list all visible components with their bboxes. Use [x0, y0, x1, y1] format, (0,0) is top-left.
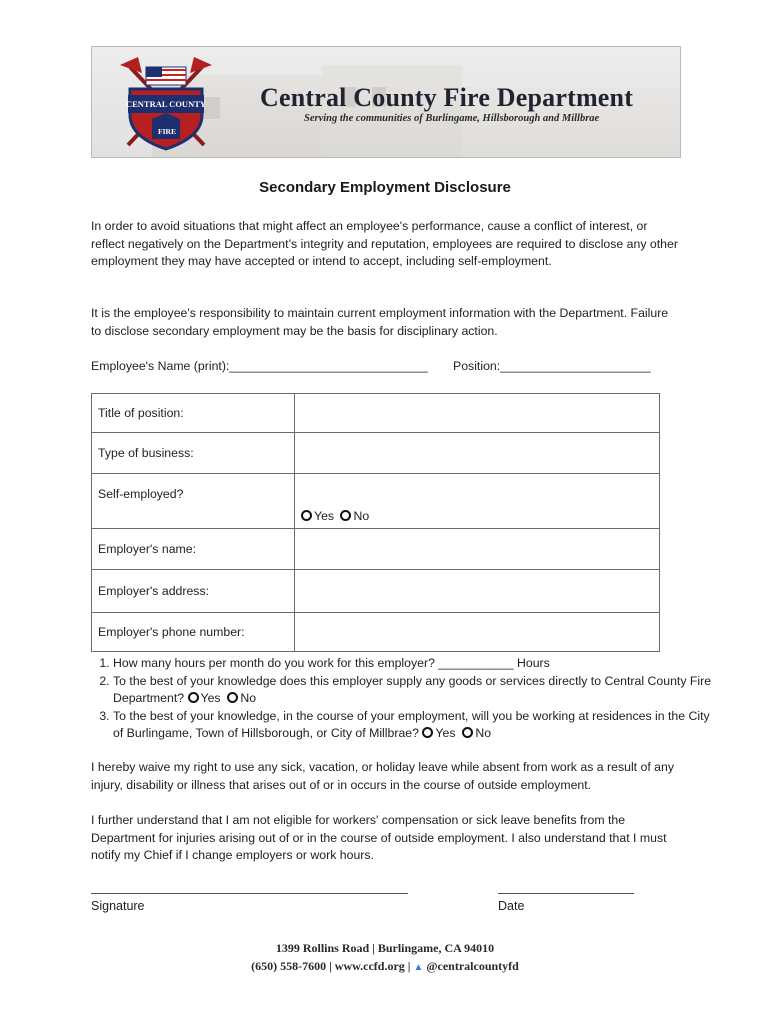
signature-line[interactable] — [91, 893, 408, 894]
question-1 — [113, 655, 713, 673]
employment-info-table — [91, 393, 660, 652]
footer-social-handle[interactable]: @centralcountyfd — [426, 959, 519, 973]
type-of-business-input[interactable] — [295, 433, 660, 474]
self-employed-yes-radio[interactable] — [301, 510, 312, 521]
employer-phone-label: Employer's phone number: — [92, 613, 295, 652]
footer-address: 1399 Rollins Road | Burlingame, CA 94010 — [275, 941, 495, 955]
q2-yes-radio[interactable] — [188, 692, 199, 703]
title-of-position-label: Title of position: — [92, 394, 295, 433]
employer-address-label: Employer's address: — [92, 570, 295, 613]
table-row — [92, 570, 660, 613]
header-banner — [91, 46, 681, 158]
self-employed-options — [295, 474, 660, 529]
employee-name-field[interactable]: Employee's Name (print):_____________________________ — [91, 359, 428, 373]
waiver-paragraph: I hereby waive my right to use any sick, vacation, or holiday leave while absent from work as a result of any injury, disability or illness that arises out of or in occurs in the course of outside employment. — [91, 760, 675, 792]
department-title: Central County Fire Department — [260, 83, 634, 112]
questions-list — [91, 655, 713, 743]
table-row — [92, 613, 660, 652]
employer-phone-input[interactable] — [295, 613, 660, 652]
no-label: No — [475, 726, 492, 740]
table-row — [92, 474, 660, 529]
q3-no-radio[interactable] — [462, 727, 473, 738]
employer-name-input[interactable] — [295, 529, 660, 570]
question-3-text: To the best of your knowledge, in the course of your employment, will you be working at residences in the City of Burlingame, Town of Hillsborough, or City of Millbrae? — [113, 708, 710, 740]
footer-contact-text: (650) 558-7600 | www.ccfd.org | — [251, 959, 411, 973]
footer-contact — [0, 959, 770, 974]
no-label: No — [353, 509, 370, 523]
date-label: Date — [498, 899, 525, 913]
employer-name-label: Employer's name: — [92, 529, 295, 570]
table-row — [92, 394, 660, 433]
signature-label: Signature — [91, 899, 145, 913]
department-subtitle: Serving the communities of Burlingame, Hillsborough and Millbrae — [304, 113, 600, 124]
self-employed-no-radio[interactable] — [340, 510, 351, 521]
badge-bottom-text: FIRE — [158, 127, 176, 136]
responsibility-paragraph: It is the employee's responsibility to maintain current employment information with the Department. Failure to disclose secondary employment may be the basis for disciplinary action. — [91, 306, 669, 338]
q3-yes-radio[interactable] — [422, 727, 433, 738]
question-3 — [113, 708, 713, 743]
yes-label: Yes — [200, 691, 221, 705]
table-row — [92, 433, 660, 474]
question-2 — [113, 673, 713, 708]
question-1-text: How many hours per month do you work for this employer? ___________ Hours — [113, 656, 550, 670]
badge-top-text: CENTRAL COUNTY — [125, 99, 207, 109]
intro-paragraph: In order to avoid situations that might affect an employee's performance, cause a conflict of interest, or reflect negatively on the Department’s integrity and reputation, employees are required to disclose any other employment they may have accepted or intend to accept, including self-employment. — [91, 219, 678, 268]
understanding-paragraph: I further understand that I am not eligible for workers' compensation or sick leave benefits from the Department for injuries arising out of or in the course of outside employment. I also understand that I must notify my Chief if I change employers or work hours. — [91, 813, 667, 862]
yes-label: Yes — [314, 509, 335, 523]
question-2-text: To the best of your knowledge does this employer supply any goods or services directly to Central County Fire Department? — [113, 673, 712, 705]
yes-label: Yes — [435, 726, 456, 740]
twitter-icon: ▲ — [413, 962, 424, 973]
no-label: No — [240, 691, 257, 705]
title-of-position-input[interactable] — [295, 394, 660, 433]
table-row — [92, 529, 660, 570]
date-line[interactable] — [498, 893, 634, 894]
employer-address-input[interactable] — [295, 570, 660, 613]
q2-no-radio[interactable] — [227, 692, 238, 703]
self-employed-label: Self-employed? — [92, 474, 295, 529]
position-field[interactable]: Position:______________________ — [453, 359, 651, 373]
type-of-business-label: Type of business: — [92, 433, 295, 474]
document-title: Secondary Employment Disclosure — [259, 179, 511, 196]
